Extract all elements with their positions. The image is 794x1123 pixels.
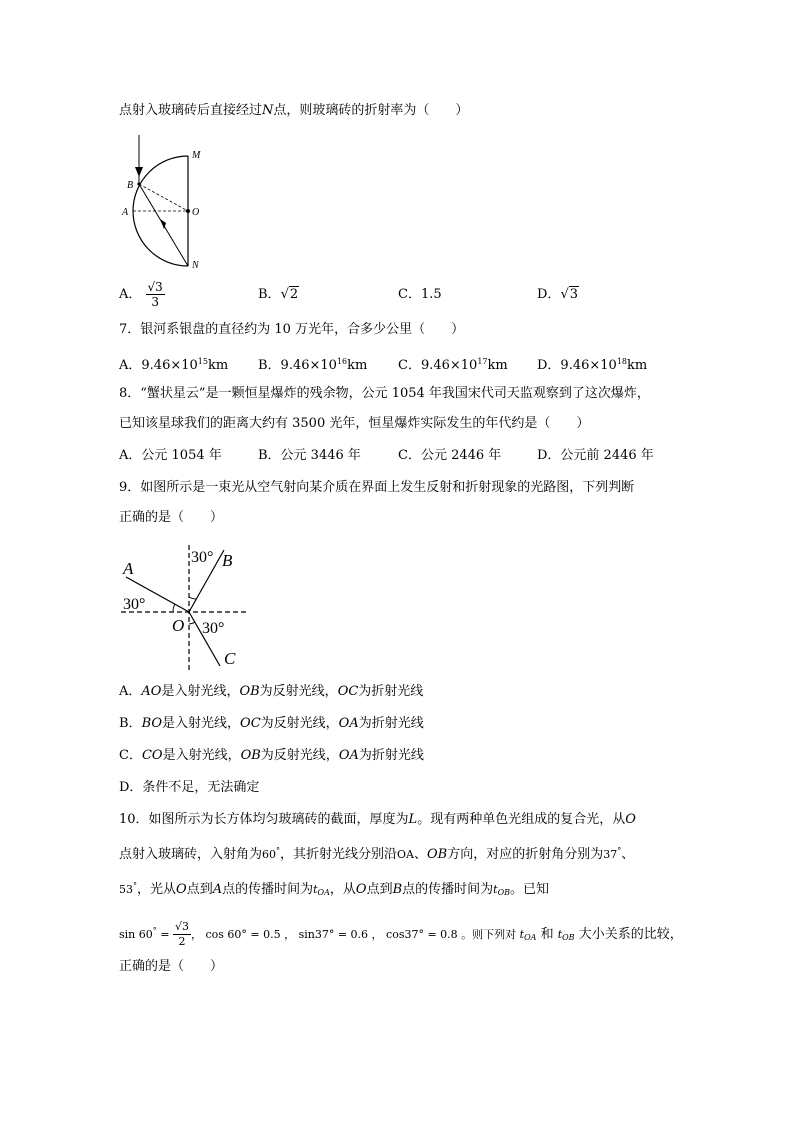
q6-option-c[interactable]: C．1.5 [398, 287, 442, 302]
label-O: O [172, 616, 185, 635]
q9-stem-line1: 9．如图所示是一束光从空气射向某介质在界面上发生反射和折射现象的光路图，下列判断 [119, 480, 635, 495]
q8-option-c[interactable]: C．公元 2446 年 [398, 448, 502, 463]
angle-top: 30° [191, 549, 214, 566]
q10-stem-line4: sin 60° = $\frac{√3}{2}$ ， cos 60° = 0.5 ， sin37° = 0.6 ， cos37° = 0.8 。则下列对 $t_{OA}$ 和 $t_{OB}$ 大小关系的比较， [119, 920, 683, 948]
q10-stem-line2: 点射入玻璃砖，入射角为60°，其折射光线分别沿OA、OB方向，对应的折射角分别为37°、 [119, 846, 635, 862]
q10-stem-line1: 10．如图所示为长方体均匀玻璃砖的截面，厚度为L。现有两种单色光组成的复合光，从O [119, 812, 636, 827]
q6-option-a[interactable]: A． $\frac{√3}{3}$ [119, 280, 163, 309]
q9-light-path-figure [118, 540, 248, 672]
q8-option-b[interactable]: B．公元 3446 年 [258, 448, 361, 463]
label-A: A [123, 559, 134, 578]
q7-stem: 7．银河系银盘的直径约为 10 万光年，合多少公里（ ） [119, 322, 465, 337]
label-B: B [127, 180, 134, 191]
q6-option-d[interactable]: D．√3 [537, 287, 579, 302]
q8-stem-line1: 8．“蟹状星云”是一颗恒星爆炸的残余物，公元 1054 年我国宋代司天监观察到了这次爆炸， [119, 386, 650, 401]
label-B: B [222, 551, 233, 570]
q7-option-d[interactable]: D．$9.46\times 10^{18}km$ [537, 357, 648, 373]
q7-option-b[interactable]: B．$9.46\times 10^{16}km$ [258, 357, 368, 373]
q9-option-b[interactable]: B．BO是入射光线，OC为反射光线，OA为折射光线 [119, 716, 424, 731]
q10-stem-line3: 53°，光从O点到A点的传播时间为$t_{OA}$，从O点到B点的传播时间为$t_{OB}$。已知 [119, 881, 550, 897]
q8-option-d[interactable]: D．公元前 2446 年 [537, 448, 654, 463]
q9-option-d[interactable]: D．条件不足，无法确定 [119, 780, 260, 795]
q9-option-a[interactable]: A．AO是入射光线，OB为反射光线，OC为折射光线 [119, 684, 424, 699]
q9-stem-line2: 正确的是（ ） [119, 510, 224, 525]
q6-stem: 点射入玻璃砖后直接经过N点，则玻璃砖的折射率为（ ） [119, 103, 469, 118]
q9-option-c[interactable]: C．CO是入射光线，OB为反射光线，OA为折射光线 [119, 748, 424, 763]
label-N: N [192, 260, 199, 271]
label-M: M [192, 150, 201, 161]
q8-stem-line2: 已知该星球我们的距离大约有 3500 光年，恒星爆炸实际发生的年代约是（ ） [119, 416, 590, 431]
q10-stem-line5: 正确的是（ ） [119, 959, 224, 974]
label-A: A [122, 207, 129, 218]
q6-semicircle-figure [118, 133, 208, 271]
angle-left: 30° [123, 596, 146, 613]
q7-option-a[interactable]: A．$9.46\times 10^{15}km$ [119, 357, 229, 373]
q8-option-a[interactable]: A．公元 1054 年 [119, 448, 222, 463]
angle-bottom: 30° [202, 620, 225, 637]
q6-option-b[interactable]: B．√2 [258, 287, 299, 302]
label-C: C [224, 649, 236, 668]
label-O: O [192, 207, 200, 218]
q7-option-c[interactable]: C．$9.46\times 10^{17}km$ [398, 357, 508, 373]
